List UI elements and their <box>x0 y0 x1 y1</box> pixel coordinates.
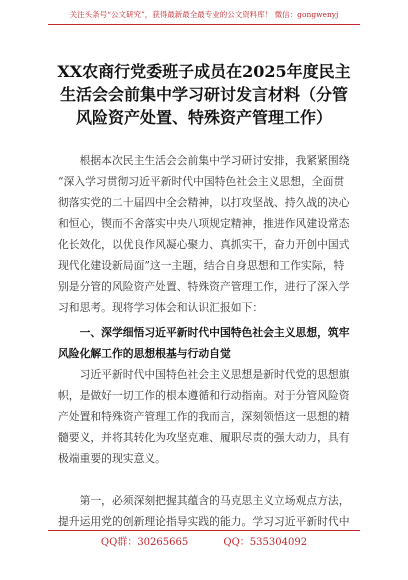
text-line: 化长效化，以优良作风凝心聚力、真抓实干，奋力开创中国式 <box>58 238 350 251</box>
intro-paragraph <box>58 150 350 318</box>
document-title <box>40 60 368 129</box>
text-line: 提升运用党的创新理论指导实践的能力。学习习近平新时代中 <box>58 515 350 528</box>
text-line: 习和思考。现将学习体会和认识汇报如下： <box>58 301 264 314</box>
text-line: 帜，是做好一切工作的根本遵循和行动指南。对于分管风险资 <box>58 389 350 402</box>
section-heading <box>58 322 350 364</box>
section-paragraph <box>58 364 350 469</box>
text-line: “深入学习贯彻习近平新时代中国特色社会主义思想，全面贯 <box>58 175 345 188</box>
footer-contact <box>0 536 408 550</box>
point-paragraph <box>58 490 350 532</box>
text-line: 产处置和特殊资产管理工作的我而言，深刻领悟这一思想的精 <box>58 410 350 423</box>
text-line: 彻落实党的二十届四中全会精神，以打攻坚战、持久战的决心 <box>58 196 350 209</box>
text-line: 根据本次民主生活会会前集中学习研讨安排，我紧紧围绕 <box>58 154 350 167</box>
qq-number: QQ：535304092 <box>223 537 308 548</box>
text-line: 习近平新时代中国特色社会主义思想是新时代党的思想旗 <box>58 368 350 381</box>
heading-line: 一、深学细悟习近平新时代中国特色社会主义思想，筑牢 <box>58 326 350 339</box>
text-line: 第一，必须深刻把握其蕴含的马克思主义立场观点方法， <box>58 494 350 507</box>
footer-divider <box>48 530 360 531</box>
title-line: 风险资产处置、特殊资产管理工作） <box>75 108 332 127</box>
header-divider <box>48 24 360 25</box>
text-line: 极端重要的现实意义。 <box>58 452 166 465</box>
text-line: 和恒心，锲而不舍落实中央八项规定精神，推进作风建设常态 <box>58 217 350 230</box>
text-line: 现代化建设新局面”这一主题，结合自身思想和工作实际，特 <box>58 259 345 272</box>
text-line: 别是分管的风险资产处置、特殊资产管理工作，进行了深入学 <box>58 280 350 293</box>
title-line: XX农商行党委班子成员在2025年度民主 <box>57 62 351 81</box>
qq-group-number: QQ群：30265665 <box>100 537 189 548</box>
text-line: 髓要义，并将其转化为攻坚克难、履职尽责的强大动力，具有 <box>58 431 350 444</box>
title-line: 生活会会前集中学习研讨发言材料（分管 <box>59 85 348 104</box>
header-banner: 关注头条号“公文研究”，获得最新最全最专业的公文资料库！ 微信：gongwenyj <box>69 10 339 19</box>
heading-line: 风险化解工作的思想根基与行动自觉 <box>58 347 231 360</box>
